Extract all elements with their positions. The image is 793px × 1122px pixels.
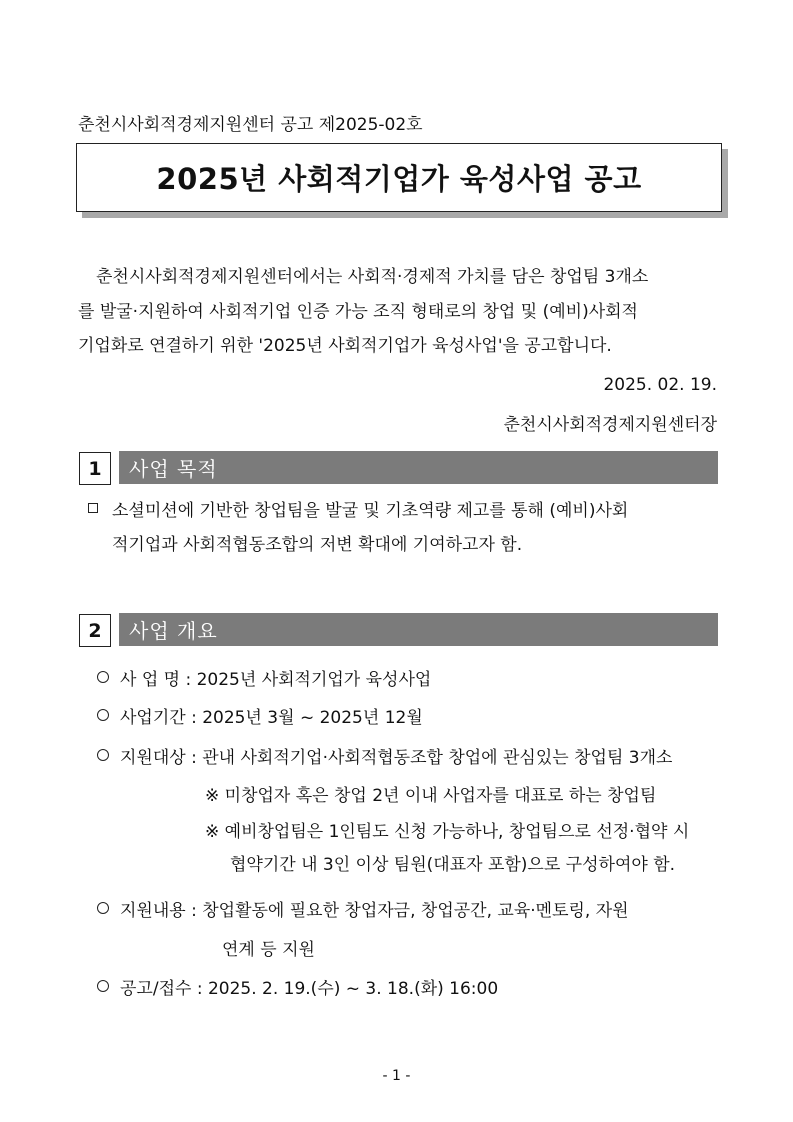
circle-bullet-icon [97, 749, 109, 761]
notice-number: 춘천시사회적경제지원센터 공고 제2025-02호 [78, 115, 423, 135]
circle-bullet-icon [97, 980, 109, 992]
item-support-content: 지원내용 : 창업활동에 필요한 창업자금, 창업공간, 교육·멘토링, 자원 [120, 901, 629, 921]
section-1-number: 1 [79, 452, 111, 485]
section-1-bullet-line-1: 소셜미션에 기반한 창업팀을 발굴 및 기초역량 제고를 통해 (예비)사회 [112, 501, 629, 521]
intro-line-2: 를 발굴·지원하여 사회적기업 인증 가능 조직 형태로의 창업 및 (예비)사회적 [78, 302, 638, 322]
section-2-number: 2 [79, 614, 111, 647]
note-team-line-2: 협약기간 내 3인 이상 팀원(대표자 포함)으로 구성하여야 함. [230, 855, 676, 875]
item-project-name: 사 업 명 : 2025년 사회적기업가 육성사업 [120, 670, 432, 690]
checkbox-square-icon [88, 503, 98, 513]
page-number: - 1 - [382, 1068, 411, 1084]
item-application-period: 공고/접수 : 2025. 2. 19.(수) ~ 3. 18.(화) 16:00 [120, 979, 499, 999]
section-2-title: 사업 개요 [119, 613, 718, 646]
item-support-content-line-2: 연계 등 지원 [222, 940, 315, 960]
section-1-bullet-line-2: 적기업과 사회적협동조합의 저변 확대에 기여하고자 함. [112, 535, 523, 555]
document-title: 2025년 사회적기업가 육성사업 공고 [156, 162, 642, 196]
circle-bullet-icon [97, 709, 109, 721]
intro-line-1: 춘천시사회적경제지원센터에서는 사회적·경제적 가치를 담은 창업팀 3개소 [96, 267, 649, 287]
section-1-title: 사업 목적 [119, 451, 718, 484]
document-title-box [76, 143, 722, 212]
item-support-target: 지원대상 : 관내 사회적기업·사회적협동조합 창업에 관심있는 창업팀 3개소 [120, 748, 673, 768]
intro-line-3: 기업화로 연결하기 위한 '2025년 사회적기업가 육성사업'을 공고합니다. [78, 336, 612, 356]
circle-bullet-icon [97, 902, 109, 914]
note-eligibility: ※ 미창업자 혹은 창업 2년 이내 사업자를 대표로 하는 창업팀 [205, 786, 657, 806]
item-project-period: 사업기간 : 2025년 3월 ~ 2025년 12월 [120, 708, 423, 728]
circle-bullet-icon [97, 671, 109, 683]
note-team-line-1: ※ 예비창업팀은 1인팀도 신청 가능하나, 창업팀으로 선정·협약 시 [205, 822, 690, 842]
signer: 춘천시사회적경제지원센터장 [503, 415, 717, 435]
notice-date: 2025. 02. 19. [603, 375, 717, 395]
